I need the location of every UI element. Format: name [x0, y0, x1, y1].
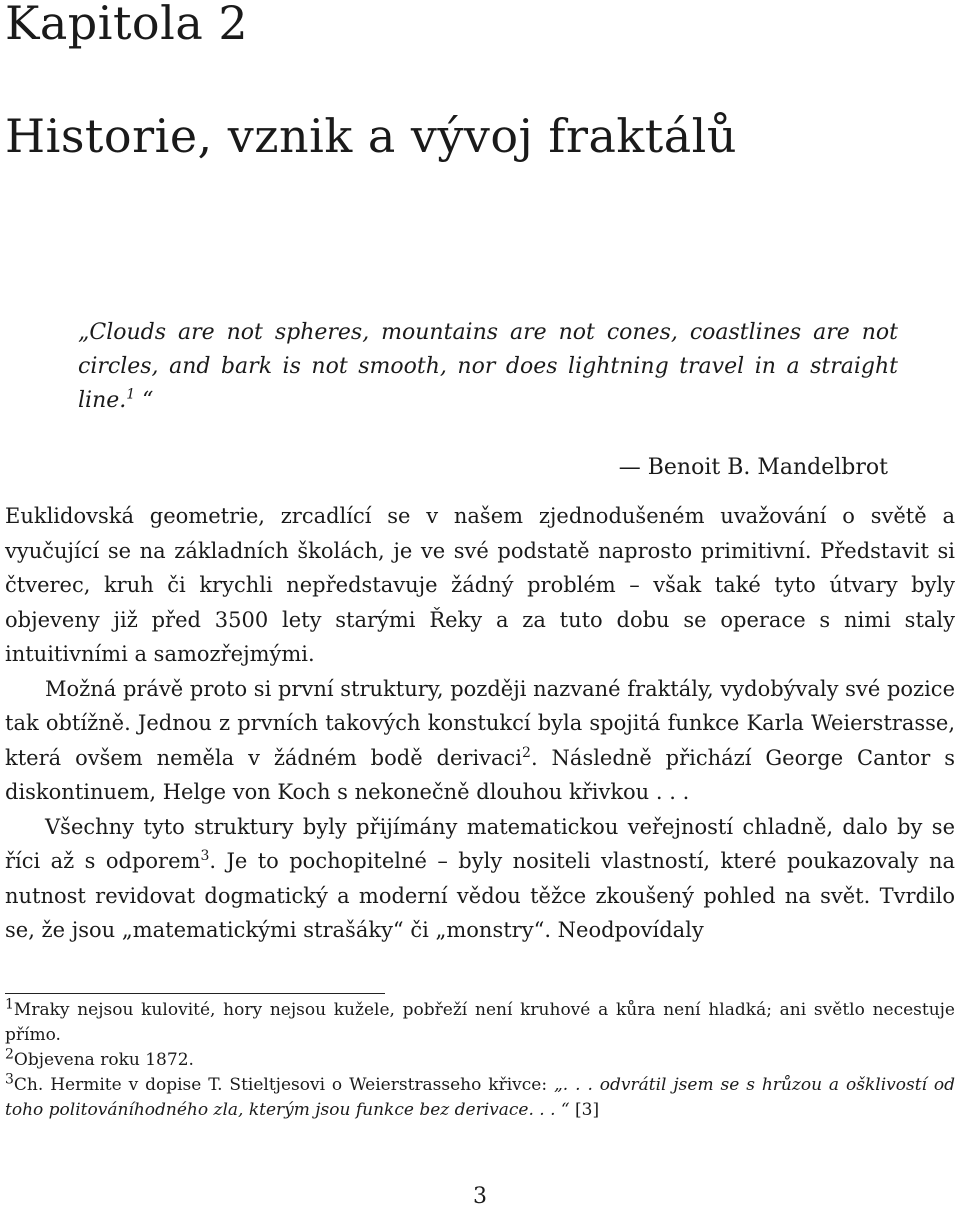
footnote-2: [5, 1048, 955, 1073]
footnotes: [5, 998, 955, 1123]
footnote-ref-3[interactable]: 3: [200, 848, 210, 864]
footnote-2-mark: 2: [5, 1046, 14, 1063]
footnote-divider: [5, 993, 385, 994]
footnote-3-lead: Ch. Hermite v dopise T. Stieltjesovi o Weierstrasseho křivce:: [13, 1075, 554, 1095]
footnote-ref-1[interactable]: 1: [126, 386, 136, 403]
chapter-label: Kapitola 2: [5, 0, 249, 50]
epigraph-close-quote: “: [135, 388, 154, 413]
footnote-1: [5, 998, 955, 1048]
footnote-3-mark: 3: [5, 1071, 14, 1088]
chapter-title: Historie, vznik a vývoj fraktálů: [5, 109, 737, 163]
paragraph-2-text-a: Možná právě proto si první struktury, později nazvané fraktály, vydobývaly své pozice tak obtížně. Jednou z prvních takových konstukcí byla spojitá funkce Karla Weierstrasse, která ovšem neměla v žádném bodě derivaci: [5, 676, 955, 770]
footnote-ref-2[interactable]: 2: [522, 744, 531, 761]
footnote-1-text: Mraky nejsou kulovité, hory nejsou kužele, pobřeží není kruhové a kůra není hladká; ani světlo necestuje přímo.: [5, 1000, 955, 1045]
body-text: [5, 499, 955, 948]
epigraph-text: „Clouds are not spheres, mountains are not cones, coastlines are not circles, and bark is not smooth, nor does lightning travel in a straight line.: [78, 320, 898, 413]
paragraph-3: [5, 810, 955, 948]
page-number: 3: [473, 1184, 487, 1209]
epigraph-attribution: — Benoit B. Mandelbrot: [618, 455, 888, 480]
paragraph-1: Euklidovská geometrie, zrcadlící se v našem zjednodušeném uvažování o světě a vyučující se na základních školách, je ve své podstatě naprosto primitivní. Představit si čtverec, kruh či krychli nepředstavuje žádný problém – však také tyto útvary byly objeveny již před 3500 lety starými Řeky a za tuto dobu se operace s nimi staly intuitivními a samozřejmými.: [5, 504, 955, 666]
footnote-3: [5, 1073, 955, 1123]
footnote-2-text: Objevena roku 1872.: [13, 1050, 194, 1070]
footnote-1-mark: 1: [5, 996, 14, 1013]
footnote-3-quote: „. . . odvrátil jsem se s hrůzou a ošklivostí od toho politováníhodného zla, kterým jsou funkce bez derivace. . . “: [5, 1075, 956, 1120]
paragraph-2: [5, 672, 955, 810]
epigraph-quote: [78, 316, 898, 418]
footnote-3-citation[interactable]: [3]: [569, 1100, 600, 1120]
paragraph-3-text-b: . Je to pochopitelné – byly nositeli vlastností, které poukazovaly na nutnost revidovat dogmatický a moderní vědou těžce zkoušený pohled na svět. Tvrdilo se, že jsou „matematickými strašáky“ či „monstry“. Neodpovídaly: [5, 849, 956, 942]
paragraph-3-text-a: Všechny tyto struktury byly přijímány matematickou veřejností chladně, dalo by se říci až s odporem: [5, 814, 955, 873]
paragraph-2-text-b: . Následně přichází George Cantor s diskontinuem, Helge von Koch s nekonečně dlouhou křivkou . . .: [5, 745, 955, 804]
